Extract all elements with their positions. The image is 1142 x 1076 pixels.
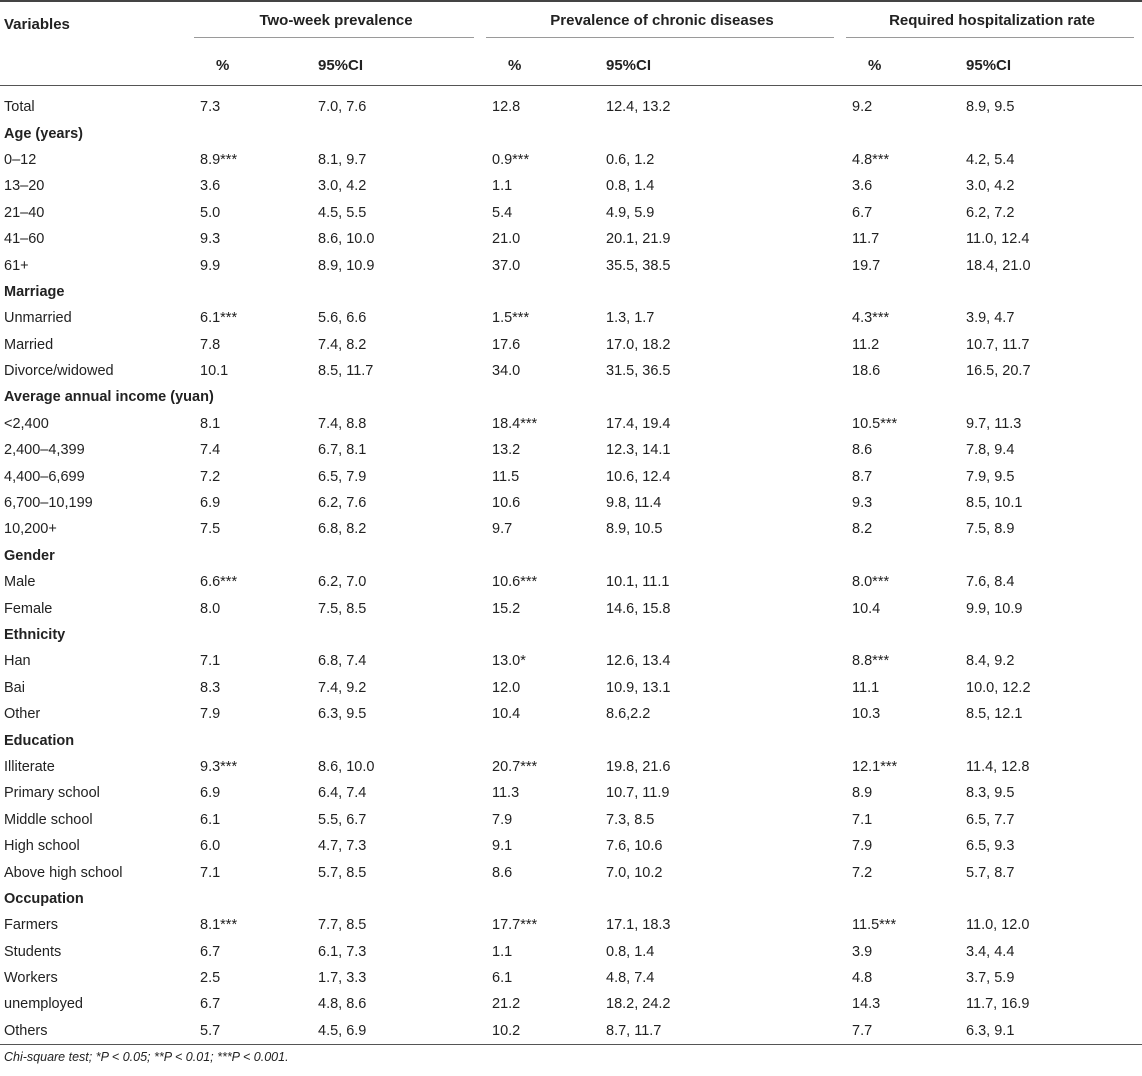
group-title: Two-week prevalence — [259, 11, 413, 29]
percent-cell: 6.6*** — [200, 574, 238, 591]
row-label: 6,700–10,199 — [4, 495, 93, 512]
ci-cell: 7.0, 10.2 — [606, 864, 663, 881]
percent-cell: 6.7 — [200, 996, 221, 1013]
percent-cell: 13.0* — [492, 653, 526, 670]
ci-cell: 6.5, 9.3 — [966, 838, 1015, 855]
ci-cell: 4.9, 5.9 — [606, 204, 655, 221]
percent-cell: 8.1 — [200, 415, 221, 432]
ci-cell: 8.5, 11.7 — [318, 363, 374, 380]
table-subheader-row — [0, 47, 1142, 85]
row-label: Middle school — [4, 811, 93, 828]
table-header-row — [0, 1, 1142, 47]
percent-cell: 13.2 — [492, 442, 521, 459]
percent-cell: 10.1 — [200, 363, 229, 380]
row-label: 61+ — [4, 257, 29, 274]
percent-cell: 8.6 — [852, 442, 873, 459]
row-label: <2,400 — [4, 415, 49, 432]
row-label: Above high school — [4, 864, 123, 881]
percent-cell: 7.3 — [200, 99, 221, 116]
table-row — [0, 912, 1142, 938]
percent-cell: 5.0 — [200, 204, 221, 221]
percent-cell: 7.2 — [852, 864, 873, 881]
percent-cell: 12.8 — [492, 99, 521, 116]
ci-cell: 7.6, 8.4 — [966, 574, 1015, 591]
percent-cell: 21.0 — [492, 231, 521, 248]
category-row — [0, 384, 1142, 410]
percent-cell: 11.5*** — [852, 917, 897, 934]
chronic-diseases-header — [482, 1, 842, 47]
row-label: Other — [4, 706, 41, 723]
ci-cell: 7.5, 8.5 — [318, 600, 367, 617]
row-label: 0–12 — [4, 151, 37, 168]
ci-cell: 1.7, 3.3 — [318, 970, 367, 987]
percent-cell: 8.6 — [492, 864, 513, 881]
row-label: Total — [4, 99, 35, 116]
row-label: 10,200+ — [4, 521, 57, 538]
ci-cell: 6.8, 7.4 — [318, 653, 367, 670]
ci-cell: 8.9, 10.9 — [318, 257, 375, 274]
percent-cell: 12.0 — [492, 679, 521, 696]
percent-cell: 11.7 — [852, 231, 880, 248]
table-row — [0, 648, 1142, 674]
ci-cell: 8.3, 9.5 — [966, 785, 1015, 802]
percent-cell: 7.7 — [852, 1022, 873, 1039]
ci-cell: 4.7, 7.3 — [318, 838, 367, 855]
ci-cell: 10.9, 13.1 — [606, 679, 671, 696]
table-row — [0, 991, 1142, 1017]
row-label: Married — [4, 336, 54, 353]
percent-cell: 6.1*** — [200, 310, 238, 327]
percent-cell: 10.4 — [852, 600, 881, 617]
group-title: Required hospitalization rate — [889, 11, 1095, 29]
row-label: Primary school — [4, 785, 100, 802]
ci-cell: 7.5, 8.9 — [966, 521, 1015, 538]
percent-cell: 4.8*** — [852, 151, 890, 168]
category-label: Average annual income (yuan) — [4, 389, 214, 406]
ci-cell: 8.9, 10.5 — [606, 521, 663, 538]
table-row — [0, 358, 1142, 384]
percent-cell: 12.1*** — [852, 758, 898, 775]
row-label: 4,400–6,699 — [4, 468, 85, 485]
two-week-prevalence-header — [190, 1, 482, 47]
ci-cell: 8.5, 10.1 — [966, 495, 1023, 512]
table-row — [0, 516, 1142, 542]
table-row — [0, 701, 1142, 727]
percent-cell: 18.6 — [852, 363, 881, 380]
ci-cell: 10.7, 11.7 — [966, 336, 1030, 353]
table-row — [0, 965, 1142, 991]
percent-cell: 11.5 — [492, 468, 520, 485]
ci-cell: 7.4, 9.2 — [318, 679, 367, 696]
category-row — [0, 543, 1142, 569]
category-label: Age (years) — [4, 125, 83, 142]
ci-cell: 6.3, 9.1 — [966, 1022, 1015, 1039]
percent-cell: 11.1 — [852, 679, 880, 696]
ci-cell: 8.1, 9.7 — [318, 151, 367, 168]
row-label: High school — [4, 838, 80, 855]
percent-cell: 20.7*** — [492, 758, 538, 775]
ci-cell: 3.9, 4.7 — [966, 310, 1015, 327]
ci-cell: 17.0, 18.2 — [606, 336, 671, 353]
row-label: Male — [4, 574, 36, 591]
row-label: Workers — [4, 970, 58, 987]
percent-cell: 10.6*** — [492, 574, 538, 591]
table-row — [0, 807, 1142, 833]
ci-cell: 11.7, 16.9 — [966, 996, 1030, 1013]
ci-cell: 10.1, 11.1 — [606, 574, 670, 591]
percent-cell: 6.0 — [200, 838, 221, 855]
ci-cell: 18.2, 24.2 — [606, 996, 671, 1013]
percent-cell: 5.7 — [200, 1022, 221, 1039]
ci-cell: 0.8, 1.4 — [606, 178, 655, 195]
ci-cell: 5.7, 8.7 — [966, 864, 1015, 881]
percent-cell: 7.8 — [200, 336, 221, 353]
ci-cell: 7.4, 8.8 — [318, 415, 367, 432]
ci-cell: 6.2, 7.6 — [318, 495, 367, 512]
ci-cell: 9.9, 10.9 — [966, 600, 1023, 617]
percent-cell: 10.6 — [492, 495, 521, 512]
ci-cell: 11.0, 12.4 — [966, 231, 1030, 248]
ci-cell: 3.7, 5.9 — [966, 970, 1015, 987]
row-label: 21–40 — [4, 204, 45, 221]
table-row — [0, 332, 1142, 358]
percent-cell: 9.3*** — [200, 758, 238, 775]
percent-cell: 11.2 — [852, 336, 880, 353]
table-row — [0, 437, 1142, 463]
ci-cell: 4.2, 5.4 — [966, 151, 1015, 168]
table-row — [0, 569, 1142, 595]
percent-cell: 3.6 — [852, 178, 873, 195]
percent-cell: 8.8*** — [852, 653, 890, 670]
ci-cell: 11.4, 12.8 — [966, 758, 1030, 775]
percent-cell: 7.4 — [200, 442, 221, 459]
percent-cell: 7.2 — [200, 468, 221, 485]
ci-cell: 3.4, 4.4 — [966, 943, 1015, 960]
group-underline — [846, 37, 1134, 38]
ci-cell: 7.3, 8.5 — [606, 811, 655, 828]
percent-cell: 7.9 — [492, 811, 513, 828]
percent-cell: 1.5*** — [492, 310, 530, 327]
ci-cell: 12.6, 13.4 — [606, 653, 671, 670]
ci-cell: 6.2, 7.2 — [966, 204, 1015, 221]
ci-cell: 5.7, 8.5 — [318, 864, 367, 881]
percent-cell: 6.1 — [200, 811, 221, 828]
percent-cell: 9.3 — [200, 231, 221, 248]
ci-cell: 8.5, 12.1 — [966, 706, 1023, 723]
table-footnote: Chi-square test; *P < 0.05; **P < 0.01; ***P < 0.001. — [4, 1050, 289, 1064]
percent-cell: 10.5*** — [852, 415, 898, 432]
ci-cell: 11.0, 12.0 — [966, 917, 1030, 934]
percent-cell: 8.0*** — [852, 574, 890, 591]
table-row — [0, 252, 1142, 278]
percent-header: % — [868, 57, 882, 75]
percent-cell: 0.9*** — [492, 151, 530, 168]
row-label: Others — [4, 1022, 48, 1039]
table-row — [0, 463, 1142, 489]
category-row — [0, 886, 1142, 912]
variables-header: Variables — [4, 16, 70, 33]
ci-cell: 4.8, 8.6 — [318, 996, 367, 1013]
ci-cell: 8.6,2.2 — [606, 706, 651, 723]
percent-cell: 21.2 — [492, 996, 521, 1013]
ci-cell: 6.2, 7.0 — [318, 574, 367, 591]
ci-cell: 10.7, 11.9 — [606, 785, 670, 802]
ci-cell: 6.8, 8.2 — [318, 521, 367, 538]
percent-cell: 7.5 — [200, 521, 221, 538]
percent-cell: 6.7 — [852, 204, 873, 221]
ci-cell: 10.6, 12.4 — [606, 468, 671, 485]
ci-cell: 6.3, 9.5 — [318, 706, 367, 723]
row-label: 13–20 — [4, 178, 45, 195]
percent-cell: 17.6 — [492, 336, 521, 353]
table-row — [0, 859, 1142, 885]
percent-cell: 6.7 — [200, 943, 221, 960]
percent-cell: 10.3 — [852, 706, 881, 723]
table-row — [0, 490, 1142, 516]
ci-cell: 35.5, 38.5 — [606, 257, 671, 274]
ci-cell: 6.1, 7.3 — [318, 943, 367, 960]
table-row — [0, 411, 1142, 437]
row-label: 41–60 — [4, 231, 45, 248]
table-row — [0, 939, 1142, 965]
category-row — [0, 279, 1142, 305]
row-label: Divorce/widowed — [4, 363, 114, 380]
percent-header: % — [508, 57, 522, 75]
ci-cell: 10.0, 12.2 — [966, 679, 1031, 696]
table-row — [0, 675, 1142, 701]
table-row — [0, 200, 1142, 226]
table-row — [0, 595, 1142, 621]
ci-cell: 9.8, 11.4 — [606, 495, 662, 512]
percent-cell: 4.3*** — [852, 310, 890, 327]
ci-cell: 12.4, 13.2 — [606, 99, 671, 116]
percent-cell: 37.0 — [492, 257, 521, 274]
ci-cell: 7.6, 10.6 — [606, 838, 663, 855]
ci-cell: 7.7, 8.5 — [318, 917, 367, 934]
percent-cell: 8.9 — [852, 785, 873, 802]
percent-cell: 8.1*** — [200, 917, 238, 934]
ci-cell: 9.7, 11.3 — [966, 415, 1022, 432]
percent-cell: 3.9 — [852, 943, 873, 960]
ci-cell: 3.0, 4.2 — [318, 178, 367, 195]
table-row — [0, 780, 1142, 806]
percent-cell: 5.4 — [492, 204, 513, 221]
group-title: Prevalence of chronic diseases — [550, 11, 774, 29]
row-label: Unmarried — [4, 310, 72, 327]
ci-cell: 5.6, 6.6 — [318, 310, 367, 327]
table-row — [0, 754, 1142, 780]
ci-cell: 0.8, 1.4 — [606, 943, 655, 960]
percent-cell: 1.1 — [492, 178, 513, 195]
category-row — [0, 727, 1142, 753]
percent-cell: 9.1 — [492, 838, 513, 855]
percent-cell: 34.0 — [492, 363, 521, 380]
row-label: Female — [4, 600, 53, 617]
table-row — [0, 226, 1142, 252]
row-label: 2,400–4,399 — [4, 442, 85, 459]
category-label: Occupation — [4, 890, 84, 907]
ci-cell: 6.5, 7.7 — [966, 811, 1015, 828]
percent-cell: 8.0 — [200, 600, 221, 617]
percent-cell: 18.4*** — [492, 415, 538, 432]
percent-header: % — [216, 57, 230, 75]
row-label: Students — [4, 943, 62, 960]
table-row — [0, 305, 1142, 331]
percent-cell: 6.1 — [492, 970, 513, 987]
ci-header: 95%CI — [606, 57, 652, 75]
ci-cell: 18.4, 21.0 — [966, 257, 1031, 274]
percent-cell: 7.1 — [200, 653, 221, 670]
row-label: Illiterate — [4, 758, 55, 775]
ci-cell: 7.0, 7.6 — [318, 99, 367, 116]
ci-cell: 4.5, 6.9 — [318, 1022, 367, 1039]
percent-cell: 7.9 — [200, 706, 221, 723]
percent-cell: 15.2 — [492, 600, 521, 617]
percent-cell: 19.7 — [852, 257, 881, 274]
ci-cell: 31.5, 36.5 — [606, 363, 671, 380]
ci-cell: 4.8, 7.4 — [606, 970, 655, 987]
percent-cell: 6.9 — [200, 495, 221, 512]
header-spacer — [0, 85, 1142, 94]
ci-cell: 14.6, 15.8 — [606, 600, 671, 617]
percent-cell: 7.1 — [200, 864, 221, 881]
percent-cell: 2.5 — [200, 970, 221, 987]
ci-cell: 19.8, 21.6 — [606, 758, 671, 775]
empty-cell — [0, 47, 190, 85]
ci-cell: 7.8, 9.4 — [966, 442, 1015, 459]
percent-cell: 8.2 — [852, 521, 873, 538]
category-label: Gender — [4, 547, 55, 564]
percent-cell: 1.1 — [492, 943, 513, 960]
percent-cell: 14.3 — [852, 996, 881, 1013]
hospitalization-header — [842, 1, 1142, 47]
category-label: Education — [4, 732, 75, 749]
ci-header: 95%CI — [966, 57, 1012, 75]
ci-cell: 8.6, 10.0 — [318, 758, 375, 775]
ci-cell: 3.0, 4.2 — [966, 178, 1015, 195]
percent-cell: 4.8 — [852, 970, 873, 987]
ci-cell: 8.9, 9.5 — [966, 99, 1015, 116]
percent-cell: 3.6 — [200, 178, 221, 195]
ci-cell: 6.5, 7.9 — [318, 468, 367, 485]
table-row — [0, 833, 1142, 859]
ci-cell: 20.1, 21.9 — [606, 231, 671, 248]
percent-cell: 8.3 — [200, 679, 221, 696]
ci-cell: 1.3, 1.7 — [606, 310, 655, 327]
percent-cell: 11.3 — [492, 785, 520, 802]
ci-cell: 8.7, 11.7 — [606, 1022, 662, 1039]
ci-cell: 12.3, 14.1 — [606, 442, 671, 459]
percent-cell: 17.7*** — [492, 917, 538, 934]
category-row — [0, 120, 1142, 146]
ci-header: 95%CI — [318, 57, 364, 75]
percent-cell: 7.9 — [852, 838, 873, 855]
percent-cell: 10.4 — [492, 706, 521, 723]
category-row — [0, 622, 1142, 648]
category-label: Ethnicity — [4, 627, 66, 643]
row-label: Bai — [4, 679, 25, 696]
ci-cell: 4.5, 5.5 — [318, 204, 367, 221]
percent-cell: 7.1 — [852, 811, 873, 828]
ci-cell: 8.4, 9.2 — [966, 653, 1015, 670]
ci-cell: 5.5, 6.7 — [318, 811, 367, 828]
row-label: Han — [4, 653, 31, 670]
ci-cell: 16.5, 20.7 — [966, 363, 1031, 380]
group-underline — [194, 37, 474, 38]
ci-cell: 17.4, 19.4 — [606, 415, 671, 432]
table-row — [0, 173, 1142, 199]
ci-cell: 8.6, 10.0 — [318, 231, 375, 248]
row-label: Farmers — [4, 917, 58, 934]
percent-cell: 9.2 — [852, 99, 873, 116]
category-label: Marriage — [4, 283, 65, 300]
percent-cell: 9.9 — [200, 257, 221, 274]
percent-cell: 8.9*** — [200, 151, 238, 168]
percent-cell: 8.7 — [852, 468, 873, 485]
group-underline — [486, 37, 834, 38]
ci-cell: 0.6, 1.2 — [606, 151, 655, 168]
ci-cell: 6.4, 7.4 — [318, 785, 367, 802]
percent-cell: 10.2 — [492, 1022, 521, 1039]
row-label: unemployed — [4, 996, 83, 1013]
ci-cell: 7.4, 8.2 — [318, 336, 367, 353]
table-row — [0, 1018, 1142, 1044]
percent-cell: 9.3 — [852, 495, 873, 512]
percent-cell: 9.7 — [492, 521, 513, 538]
percent-cell: 6.9 — [200, 785, 221, 802]
ci-cell: 17.1, 18.3 — [606, 917, 671, 934]
table-row — [0, 94, 1142, 120]
ci-cell: 7.9, 9.5 — [966, 468, 1015, 485]
ci-cell: 6.7, 8.1 — [318, 442, 367, 459]
table-row — [0, 147, 1142, 173]
